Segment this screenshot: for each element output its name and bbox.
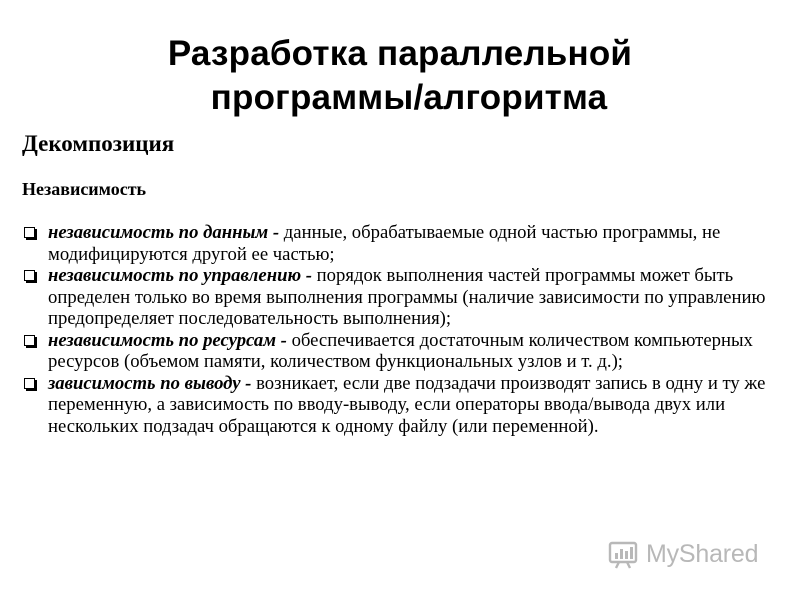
section-heading: Декомпозиция xyxy=(22,131,175,156)
independence-list xyxy=(22,222,782,437)
myshared-logo-icon xyxy=(608,538,640,570)
list-item xyxy=(22,330,782,373)
list-item xyxy=(22,373,782,438)
list-item-term: независимость по данным - xyxy=(48,222,280,243)
list-item-term: зависимость по выводу - xyxy=(48,372,252,394)
list-item-term: независимость по ресурсам - xyxy=(48,329,287,351)
list-item-text: порядок выполнения частей программы может быть определен только во время выполнения программы (наличие зависимости по управлению предопределяет последовательность выполнения); xyxy=(48,265,766,329)
list-item-term: независимость по управлению - xyxy=(48,265,312,286)
list-item-text: обеспечивается достаточным количеством компьютерных ресурсов (объемом памяти, количеством функциональных узлов и т. д.); xyxy=(48,329,753,372)
watermark xyxy=(608,536,758,572)
list-item xyxy=(22,222,782,265)
checkbox-bullet-icon xyxy=(24,335,35,346)
list-item-text: возникает, если две подзадачи производят запись в одну и ту же переменную, а зависимость по вводу-выводу, если операторы ввода/вывода двух или нескольких подзадач обращаются к одному файлу (или переменной). xyxy=(48,372,766,437)
slide-title-line-2: программы/алгоритма xyxy=(210,78,608,117)
checkbox-bullet-icon xyxy=(24,270,35,281)
slide-title-line-1: Разработка параллельной xyxy=(167,34,633,73)
watermark-text: MyShared xyxy=(646,539,759,568)
section-subheading: Независимость xyxy=(22,179,147,199)
slide-title xyxy=(60,32,740,120)
checkbox-bullet-icon xyxy=(24,378,35,389)
checkbox-bullet-icon xyxy=(24,227,35,238)
list-item xyxy=(22,265,782,330)
list-item-text: данные, обрабатываемые одной частью программы, не модифицируются другой ее частью; xyxy=(48,222,721,265)
